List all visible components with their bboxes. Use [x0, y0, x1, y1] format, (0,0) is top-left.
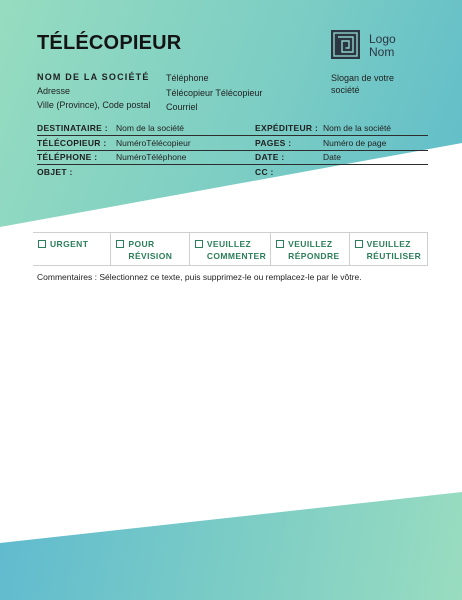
company-slogan: Slogan de votre société — [331, 73, 395, 95]
label-sender: EXPÉDITEUR : — [255, 123, 319, 133]
option-label — [288, 238, 339, 262]
checkbox-icon[interactable] — [355, 240, 363, 248]
value-pages[interactable]: Numéro de page — [323, 138, 387, 148]
label-fax: TÉLÉCOPIEUR : — [37, 138, 107, 148]
logo-line-2: Nom — [369, 45, 395, 59]
option-label-line-2: COMMENTER — [206, 251, 267, 261]
label-recipient: DESTINATAIRE : — [37, 123, 108, 133]
checkbox-icon[interactable] — [116, 240, 124, 248]
fax-options-table — [33, 232, 428, 266]
value-sender[interactable]: Nom de la société — [323, 123, 392, 133]
option-label-line-2: RÉVISION — [128, 251, 173, 261]
label-cc: CC : — [255, 167, 274, 177]
company-email: Courriel — [166, 102, 198, 112]
company-name: NOM DE LA SOCIÉTÉ — [37, 72, 150, 82]
checkbox-icon[interactable] — [276, 240, 284, 248]
company-phone: Téléphone — [166, 73, 209, 83]
option-label-line-2: RÉPONDRE — [288, 251, 340, 261]
option-label — [207, 238, 266, 262]
option-label-line-2: RÉUTILISER — [366, 251, 422, 261]
row-fax-pages — [37, 136, 428, 150]
option-comment[interactable] — [189, 233, 270, 265]
option-reply[interactable] — [270, 233, 348, 265]
row-subject-cc — [37, 165, 428, 179]
option-review[interactable] — [110, 233, 188, 265]
label-date: DATE : — [255, 152, 285, 162]
checkbox-icon[interactable] — [195, 240, 203, 248]
value-fax[interactable]: NuméroTélécopieur — [116, 138, 191, 148]
option-label-line-1: VEUILLEZ — [366, 239, 411, 249]
option-reuse[interactable] — [349, 233, 428, 265]
label-phone: TÉLÉPHONE : — [37, 152, 98, 162]
value-date[interactable]: Date — [323, 152, 341, 162]
option-label-line-1: POUR — [128, 239, 155, 249]
row-phone-date — [37, 150, 428, 164]
option-label-line-1: URGENT — [50, 239, 89, 249]
option-label — [128, 238, 172, 262]
option-label — [50, 238, 88, 250]
value-recipient[interactable]: Nom de la société — [116, 123, 185, 133]
company-fax: Télécopieur Télécopieur — [166, 88, 263, 98]
maze-logo-icon[interactable] — [331, 30, 360, 59]
row-recipient-sender — [37, 121, 428, 135]
logo-name — [369, 33, 396, 59]
logo-line-1: Logo — [369, 32, 396, 46]
page-title: TÉLÉCOPIEUR — [37, 32, 182, 54]
company-city: Ville (Province), Code postal — [37, 100, 151, 110]
option-label-line-1: VEUILLEZ — [206, 239, 252, 249]
option-label — [367, 238, 422, 262]
checkbox-icon[interactable] — [38, 240, 46, 248]
label-subject: OBJET : — [37, 167, 73, 177]
option-urgent[interactable] — [33, 233, 110, 265]
label-pages: PAGES : — [255, 138, 292, 148]
company-address: Adresse — [37, 86, 71, 96]
comments-text[interactable]: Commentaires : Sélectionnez ce texte, puis supprimez-le ou remplacez-le par le vôtre. — [37, 272, 362, 282]
value-phone[interactable]: NuméroTéléphone — [116, 152, 187, 162]
option-label-line-1: VEUILLEZ — [288, 239, 333, 249]
